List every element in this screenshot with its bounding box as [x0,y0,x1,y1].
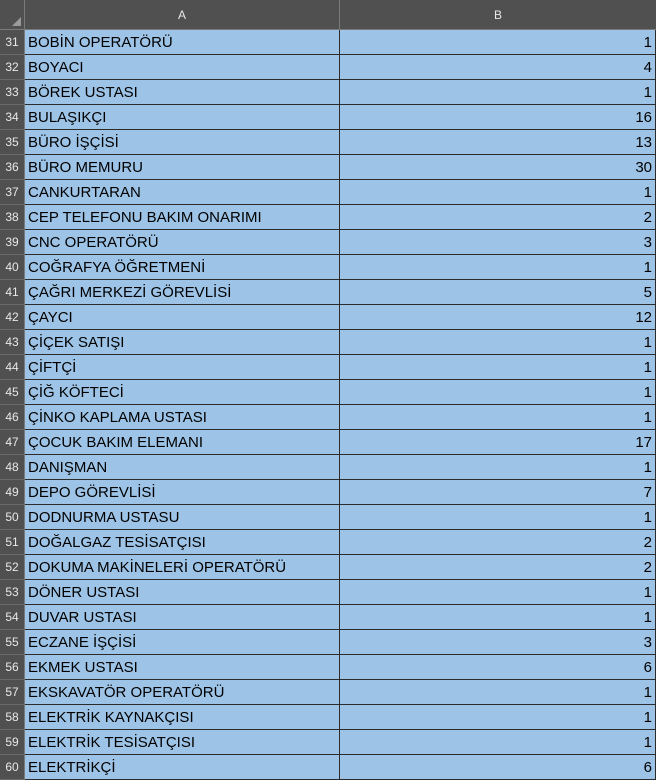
table-row [0,205,656,230]
cell-profession[interactable]: BÜRO İŞÇİSİ [25,130,340,155]
cell-profession[interactable]: DEPO GÖREVLİSİ [25,480,340,505]
cell-count[interactable]: 1 [340,730,656,755]
cell-profession[interactable]: BOBİN OPERATÖRÜ [25,30,340,55]
row-header[interactable]: 54 [0,605,25,630]
cell-count[interactable]: 1 [340,255,656,280]
table-row [0,630,656,655]
row-header[interactable]: 48 [0,455,25,480]
cell-profession[interactable]: DÖNER USTASI [25,580,340,605]
row-header[interactable]: 43 [0,330,25,355]
cell-count[interactable]: 12 [340,305,656,330]
table-row [0,255,656,280]
row-header[interactable]: 60 [0,755,25,780]
cell-count[interactable]: 1 [340,455,656,480]
cell-count[interactable]: 1 [340,680,656,705]
cell-count[interactable]: 1 [340,355,656,380]
row-header[interactable]: 55 [0,630,25,655]
cell-count[interactable]: 1 [340,705,656,730]
table-row [0,655,656,680]
cell-count[interactable]: 1 [340,380,656,405]
cell-count[interactable]: 13 [340,130,656,155]
table-row [0,105,656,130]
table-row [0,555,656,580]
cell-profession[interactable]: COĞRAFYA ÖĞRETMENİ [25,255,340,280]
row-header[interactable]: 49 [0,480,25,505]
row-header[interactable]: 44 [0,355,25,380]
table-row [0,30,656,55]
cell-count[interactable]: 6 [340,755,656,780]
table-row [0,680,656,705]
table-row [0,530,656,555]
row-header[interactable]: 56 [0,655,25,680]
row-header[interactable]: 33 [0,80,25,105]
row-header[interactable]: 31 [0,30,25,55]
cell-count[interactable]: 1 [340,30,656,55]
cell-profession[interactable]: CEP TELEFONU BAKIM ONARIMI [25,205,340,230]
row-header[interactable]: 52 [0,555,25,580]
row-header[interactable]: 53 [0,580,25,605]
cell-profession[interactable]: DUVAR USTASI [25,605,340,630]
cell-count[interactable]: 1 [340,405,656,430]
table-row [0,155,656,180]
table-row [0,355,656,380]
table-row [0,380,656,405]
cell-count[interactable]: 3 [340,230,656,255]
row-header[interactable]: 45 [0,380,25,405]
table-row [0,505,656,530]
cell-count[interactable]: 7 [340,480,656,505]
table-row [0,430,656,455]
rows-container [0,30,656,780]
row-header[interactable]: 46 [0,405,25,430]
table-row [0,55,656,80]
cell-count[interactable]: 2 [340,555,656,580]
row-header[interactable]: 50 [0,505,25,530]
select-all-triangle-icon [12,17,21,26]
column-header-a[interactable]: A [25,0,340,29]
table-row [0,705,656,730]
row-header[interactable]: 34 [0,105,25,130]
column-header-row [0,0,656,30]
row-header[interactable]: 42 [0,305,25,330]
table-row [0,80,656,105]
cell-count[interactable]: 2 [340,205,656,230]
cell-count[interactable]: 30 [340,155,656,180]
cell-count[interactable]: 6 [340,655,656,680]
table-row [0,230,656,255]
cell-profession[interactable]: DOĞALGAZ TESİSATÇISI [25,530,340,555]
cell-profession[interactable]: DOKUMA MAKİNELERİ OPERATÖRÜ [25,555,340,580]
cell-count[interactable]: 5 [340,280,656,305]
cell-profession[interactable]: ÇAĞRI MERKEZİ GÖREVLİSİ [25,280,340,305]
cell-profession[interactable]: BÖREK USTASI [25,80,340,105]
table-row [0,480,656,505]
select-all-button[interactable] [0,0,25,29]
cell-profession[interactable]: ÇOCUK BAKIM ELEMANI [25,430,340,455]
row-header[interactable]: 47 [0,430,25,455]
cell-count[interactable]: 1 [340,180,656,205]
cell-profession[interactable]: BULAŞIKÇI [25,105,340,130]
cell-count[interactable]: 3 [340,630,656,655]
cell-profession[interactable]: BOYACI [25,55,340,80]
row-header[interactable]: 40 [0,255,25,280]
cell-count[interactable]: 1 [340,80,656,105]
cell-profession[interactable]: ÇİÇEK SATIŞI [25,330,340,355]
table-row [0,580,656,605]
row-header[interactable]: 32 [0,55,25,80]
cell-profession[interactable]: DODNURMA USTASU [25,505,340,530]
cell-count[interactable]: 4 [340,55,656,80]
row-header[interactable]: 59 [0,730,25,755]
cell-profession[interactable]: DANIŞMAN [25,455,340,480]
row-header[interactable]: 37 [0,180,25,205]
table-row [0,605,656,630]
column-header-b[interactable]: B [493,7,502,22]
table-row [0,180,656,205]
table-row [0,730,656,755]
table-row [0,130,656,155]
table-row [0,330,656,355]
row-header[interactable]: 38 [0,205,25,230]
table-row [0,305,656,330]
cell-profession[interactable]: ELEKTRİKÇİ [25,755,340,780]
cell-count[interactable]: 2 [340,530,656,555]
row-header[interactable]: 58 [0,705,25,730]
row-header[interactable]: 35 [0,130,25,155]
row-header[interactable]: 51 [0,530,25,555]
cell-profession[interactable]: CNC OPERATÖRÜ [25,230,340,255]
cell-profession[interactable]: BÜRO MEMURU [25,155,340,180]
cell-profession[interactable]: ÇAYCI [25,305,340,330]
row-header[interactable]: 41 [0,280,25,305]
table-row [0,405,656,430]
cell-count[interactable]: 16 [340,105,656,130]
cell-profession[interactable]: ECZANE İŞÇİSİ [25,630,340,655]
cell-profession[interactable]: ELEKTRİK KAYNAKÇISI [25,705,340,730]
cell-count[interactable]: 1 [340,580,656,605]
table-row [0,455,656,480]
cell-count[interactable]: 1 [340,330,656,355]
row-header[interactable]: 57 [0,680,25,705]
cell-count[interactable]: 1 [340,505,656,530]
cell-profession[interactable]: ÇİNKO KAPLAMA USTASI [25,405,340,430]
cell-profession[interactable]: CANKURTARAN [25,180,340,205]
cell-count[interactable]: 1 [340,605,656,630]
table-row [0,755,656,780]
table-row [0,280,656,305]
row-header[interactable]: 39 [0,230,25,255]
cell-count[interactable]: 17 [340,430,656,455]
cell-profession[interactable]: EKMEK USTASI [25,655,340,680]
cell-profession[interactable]: ELEKTRİK TESİSATÇISI [25,730,340,755]
cell-profession[interactable]: ÇİFTÇİ [25,355,340,380]
row-header[interactable]: 36 [0,155,25,180]
cell-profession[interactable]: EKSKAVATÖR OPERATÖRÜ [25,680,340,705]
cell-profession[interactable]: ÇİĞ KÖFTECİ [25,380,340,405]
